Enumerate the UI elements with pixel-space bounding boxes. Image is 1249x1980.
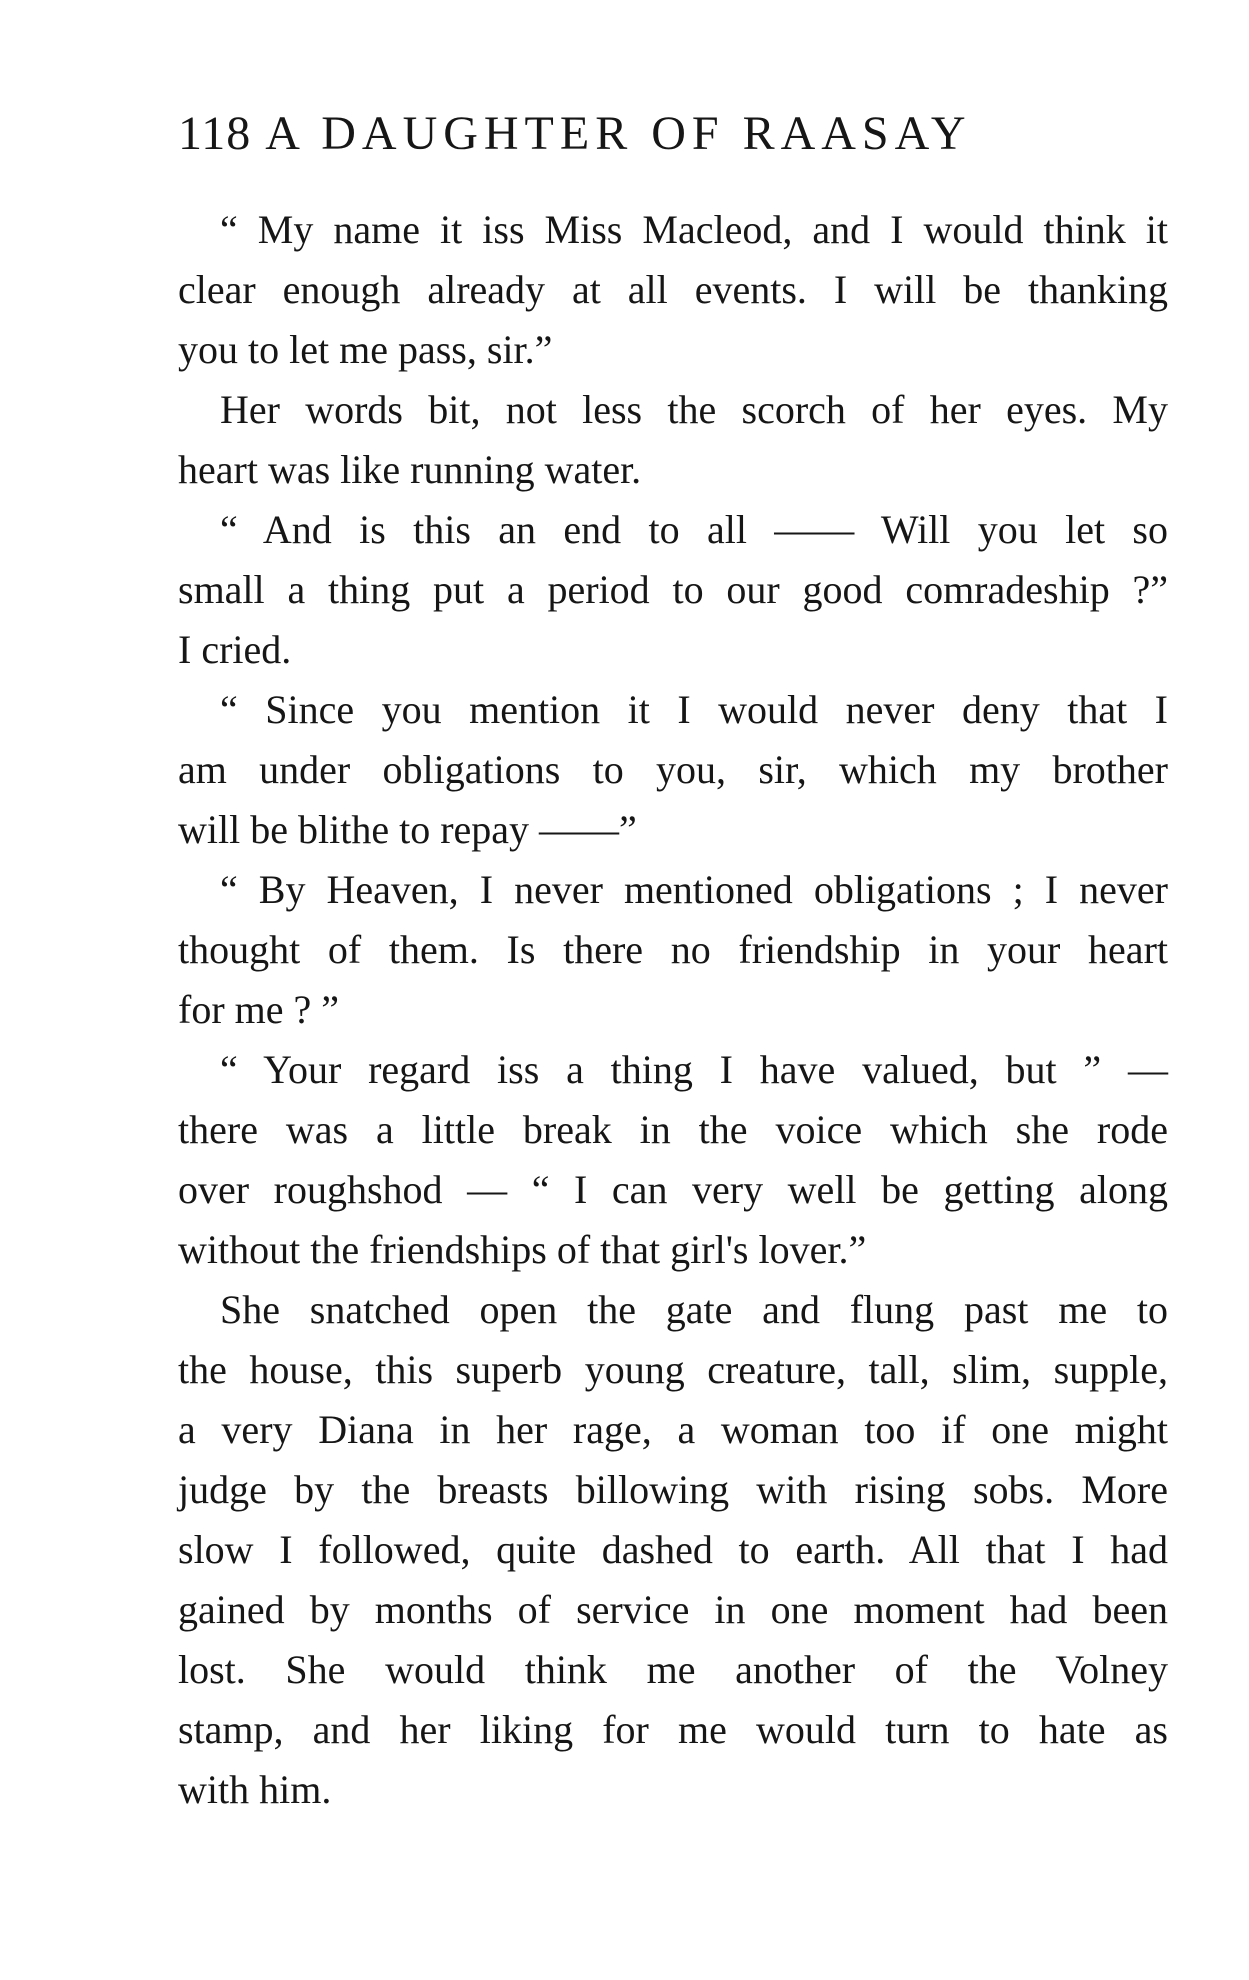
text-line: for me ? ” (178, 987, 340, 1032)
text-line: I cried. (178, 627, 292, 672)
text-line: a very Diana in her rage, a woman too if one might (178, 1407, 1168, 1452)
text-line: “ By Heaven, I never mentioned obligations ; I never (220, 867, 1168, 912)
text-line: gained by months of service in one moment had been (178, 1587, 1168, 1632)
text-line: judge by the breasts billowing with rising sobs. More (178, 1467, 1168, 1512)
book-title: A DAUGHTER OF RAASAY (265, 107, 972, 160)
text-line: “ Your regard iss a thing I have valued, but ” — (220, 1047, 1168, 1092)
text-line: stamp, and her liking for me would turn to hate as (178, 1707, 1168, 1752)
text-line: there was a little break in the voice which she rode (178, 1107, 1168, 1152)
text-line: “ And is this an end to all —— Will you let so (220, 507, 1168, 552)
text-line: thought of them. Is there no friendship in your heart (178, 927, 1168, 972)
text-line: am under obligations to you, sir, which my brother (178, 747, 1168, 792)
running-header (178, 106, 1158, 166)
body-text (178, 200, 1168, 1820)
text-line: will be blithe to repay ——” (178, 807, 637, 852)
text-line: small a thing put a period to our good comradeship ?” (178, 567, 1168, 612)
text-line: clear enough already at all events. I will be thanking (178, 267, 1168, 312)
text-line: lost. She would think me another of the Volney (178, 1647, 1168, 1692)
text-line: the house, this superb young creature, tall, slim, supple, (178, 1347, 1168, 1392)
text-line: with him. (178, 1767, 332, 1812)
text-line: heart was like running water. (178, 447, 642, 492)
text-line: over roughshod — “ I can very well be getting along (178, 1167, 1168, 1212)
page-number: 118 (178, 107, 252, 160)
text-line: slow I followed, quite dashed to earth. All that I had (178, 1527, 1168, 1572)
text-line: She snatched open the gate and flung past me to (220, 1287, 1168, 1332)
text-line: without the friendships of that girl's lover.” (178, 1227, 867, 1272)
text-line: you to let me pass, sir.” (178, 327, 553, 372)
text-line: “ My name it iss Miss Macleod, and I would think it (220, 207, 1168, 252)
text-line: “ Since you mention it I would never deny that I (220, 687, 1168, 732)
text-line: Her words bit, not less the scorch of her eyes. My (220, 387, 1168, 432)
